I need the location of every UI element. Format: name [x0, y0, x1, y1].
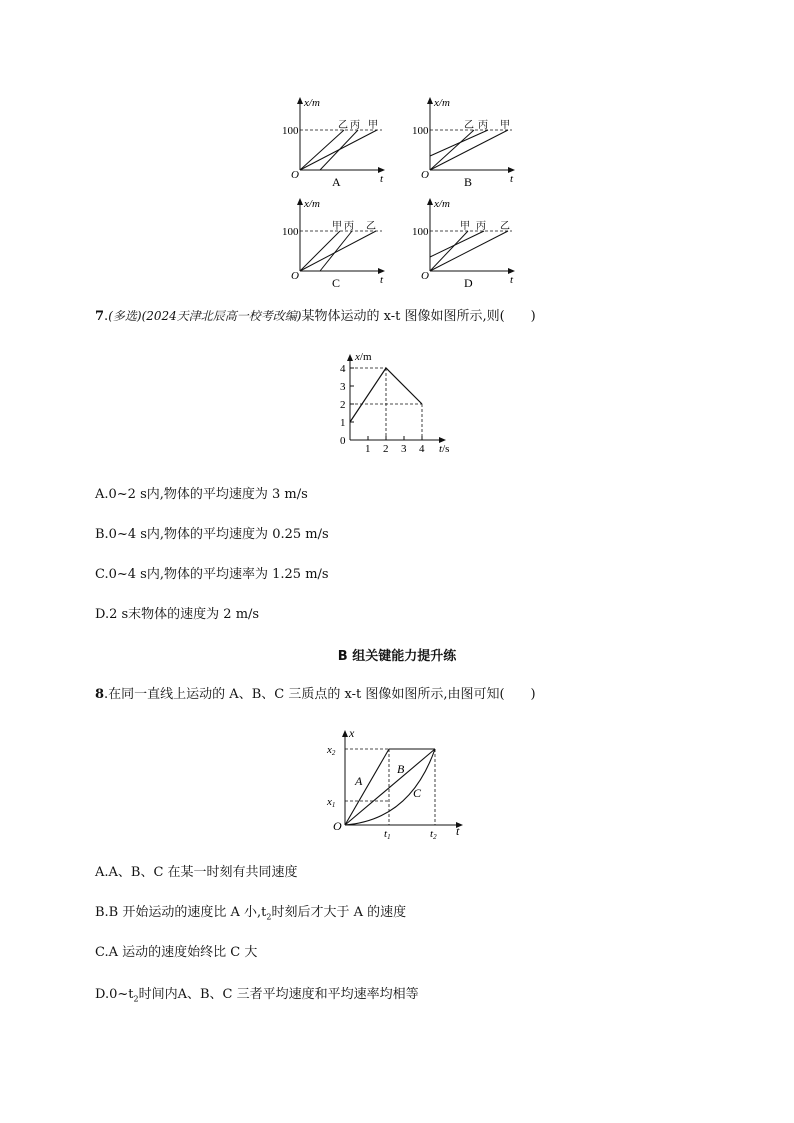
svg-text:3: 3 [401, 443, 407, 455]
svg-text:B: B [464, 175, 473, 189]
q8-chart [325, 725, 475, 844]
q8-option-b: B.B 开始运动的速度比 A 小$,t_2$时刻后才大于 A 的速度 [95, 905, 407, 922]
q8-text: .在同一直线上运动的 A、B、C 三质点的 x-t 图像如图所示,由图可知( [104, 687, 505, 702]
q7-text: 某物体运动的 x-t 图像如图所示,则( [301, 309, 505, 324]
svg-text:t/s: t/s [439, 443, 450, 455]
svg-text:甲: 甲 [460, 221, 470, 232]
q7-chart [335, 348, 465, 462]
ylabel: x/m [304, 97, 320, 109]
svg-text:A: A [355, 774, 363, 788]
q6-graph-d [412, 193, 522, 297]
q7-source: (2024天津北辰高一校考改编) [141, 309, 302, 323]
svg-text:t: t [510, 173, 514, 185]
svg-text:1: 1 [365, 443, 371, 455]
svg-text:x/m: x/m [434, 97, 450, 109]
q6-graph-a [282, 92, 392, 196]
svg-text:B: B [397, 762, 405, 776]
svg-text:3: 3 [340, 381, 346, 393]
svg-text:丙: 丙 [476, 221, 486, 232]
q7-stem: 7.(多选)(2024天津北辰高一校考改编)某物体运动的 x-t 图像如图所示,则( ) [95, 309, 536, 324]
svg-text:t1: t1 [384, 828, 391, 840]
svg-text:乙: 乙 [338, 120, 348, 131]
svg-text:甲: 甲 [500, 120, 510, 131]
q6-graph-b [412, 92, 522, 196]
tick-100: 100 [282, 125, 299, 137]
q7-option-d: D.2 s末物体的速度为 2 m/s [95, 607, 260, 622]
q8-option-d: $D.0\sim t_2$时间内A、B、C 三者平均速度和平均速率均相等 [95, 987, 419, 1004]
svg-text:100: 100 [412, 125, 429, 137]
graph-label: A [332, 175, 341, 189]
svg-text:O: O [421, 169, 429, 181]
svg-text:100: 100 [282, 226, 299, 238]
q7-number: 7 [95, 309, 105, 324]
svg-text:x/m: x/m [355, 351, 372, 363]
svg-text:x1: x1 [327, 796, 336, 809]
svg-text:x2: x2 [327, 744, 336, 757]
svg-text:甲: 甲 [368, 120, 378, 131]
svg-text:乙: 乙 [366, 221, 376, 232]
svg-text:O: O [291, 270, 299, 282]
svg-text:甲: 甲 [332, 221, 342, 232]
q8-number: 8 [95, 687, 105, 702]
svg-text:丙: 丙 [478, 120, 488, 131]
svg-text:D: D [464, 276, 473, 290]
svg-text:乙: 乙 [464, 120, 474, 131]
svg-text:2: 2 [340, 399, 346, 411]
svg-text:丙: 丙 [350, 120, 360, 131]
q6-graph-c [282, 193, 392, 297]
svg-text:2: 2 [383, 443, 389, 455]
svg-text:4: 4 [340, 363, 346, 375]
q7-option-a: A.0~2 s内,物体的平均速度为 3 m/s [95, 487, 308, 502]
svg-text:O: O [333, 819, 342, 833]
svg-text:C: C [332, 276, 341, 290]
svg-text:t: t [380, 274, 384, 286]
svg-text:O: O [291, 169, 299, 181]
svg-text:1: 1 [340, 417, 346, 429]
svg-text:100: 100 [412, 226, 429, 238]
q7-tag: (多选) [108, 309, 142, 323]
q8-stem: 8.在同一直线上运动的 A、B、C 三质点的 x-t 图像如图所示,由图可知( ) [95, 687, 536, 702]
q7-option-b: B.0~4 s内,物体的平均速度为 0.25 m/s [95, 527, 329, 542]
svg-text:t: t [510, 274, 514, 286]
svg-text:O: O [421, 270, 429, 282]
q8-option-c: C.A 运动的速度始终比 C 大 [95, 945, 258, 960]
svg-text:丙: 丙 [344, 221, 354, 232]
svg-text:t: t [456, 824, 460, 838]
svg-text:x/m: x/m [304, 198, 320, 210]
svg-text:C: C [413, 786, 422, 800]
svg-text:0: 0 [340, 435, 346, 447]
svg-text:x: x [349, 726, 355, 740]
q7-option-c: C.0~4 s内,物体的平均速率为 1.25 m/s [95, 567, 329, 582]
section-b-title: B 组关键能力提升练 [337, 649, 457, 664]
svg-text:4: 4 [419, 443, 425, 455]
svg-text:x/m: x/m [434, 198, 450, 210]
svg-text:t: t [380, 173, 384, 185]
svg-text:乙: 乙 [500, 221, 510, 232]
svg-text:x/m [303, 97, 320, 109]
q8-option-a: A.A、B、C 在某一时刻有共同速度 [95, 865, 298, 880]
svg-text:t2: t2 [430, 828, 437, 840]
